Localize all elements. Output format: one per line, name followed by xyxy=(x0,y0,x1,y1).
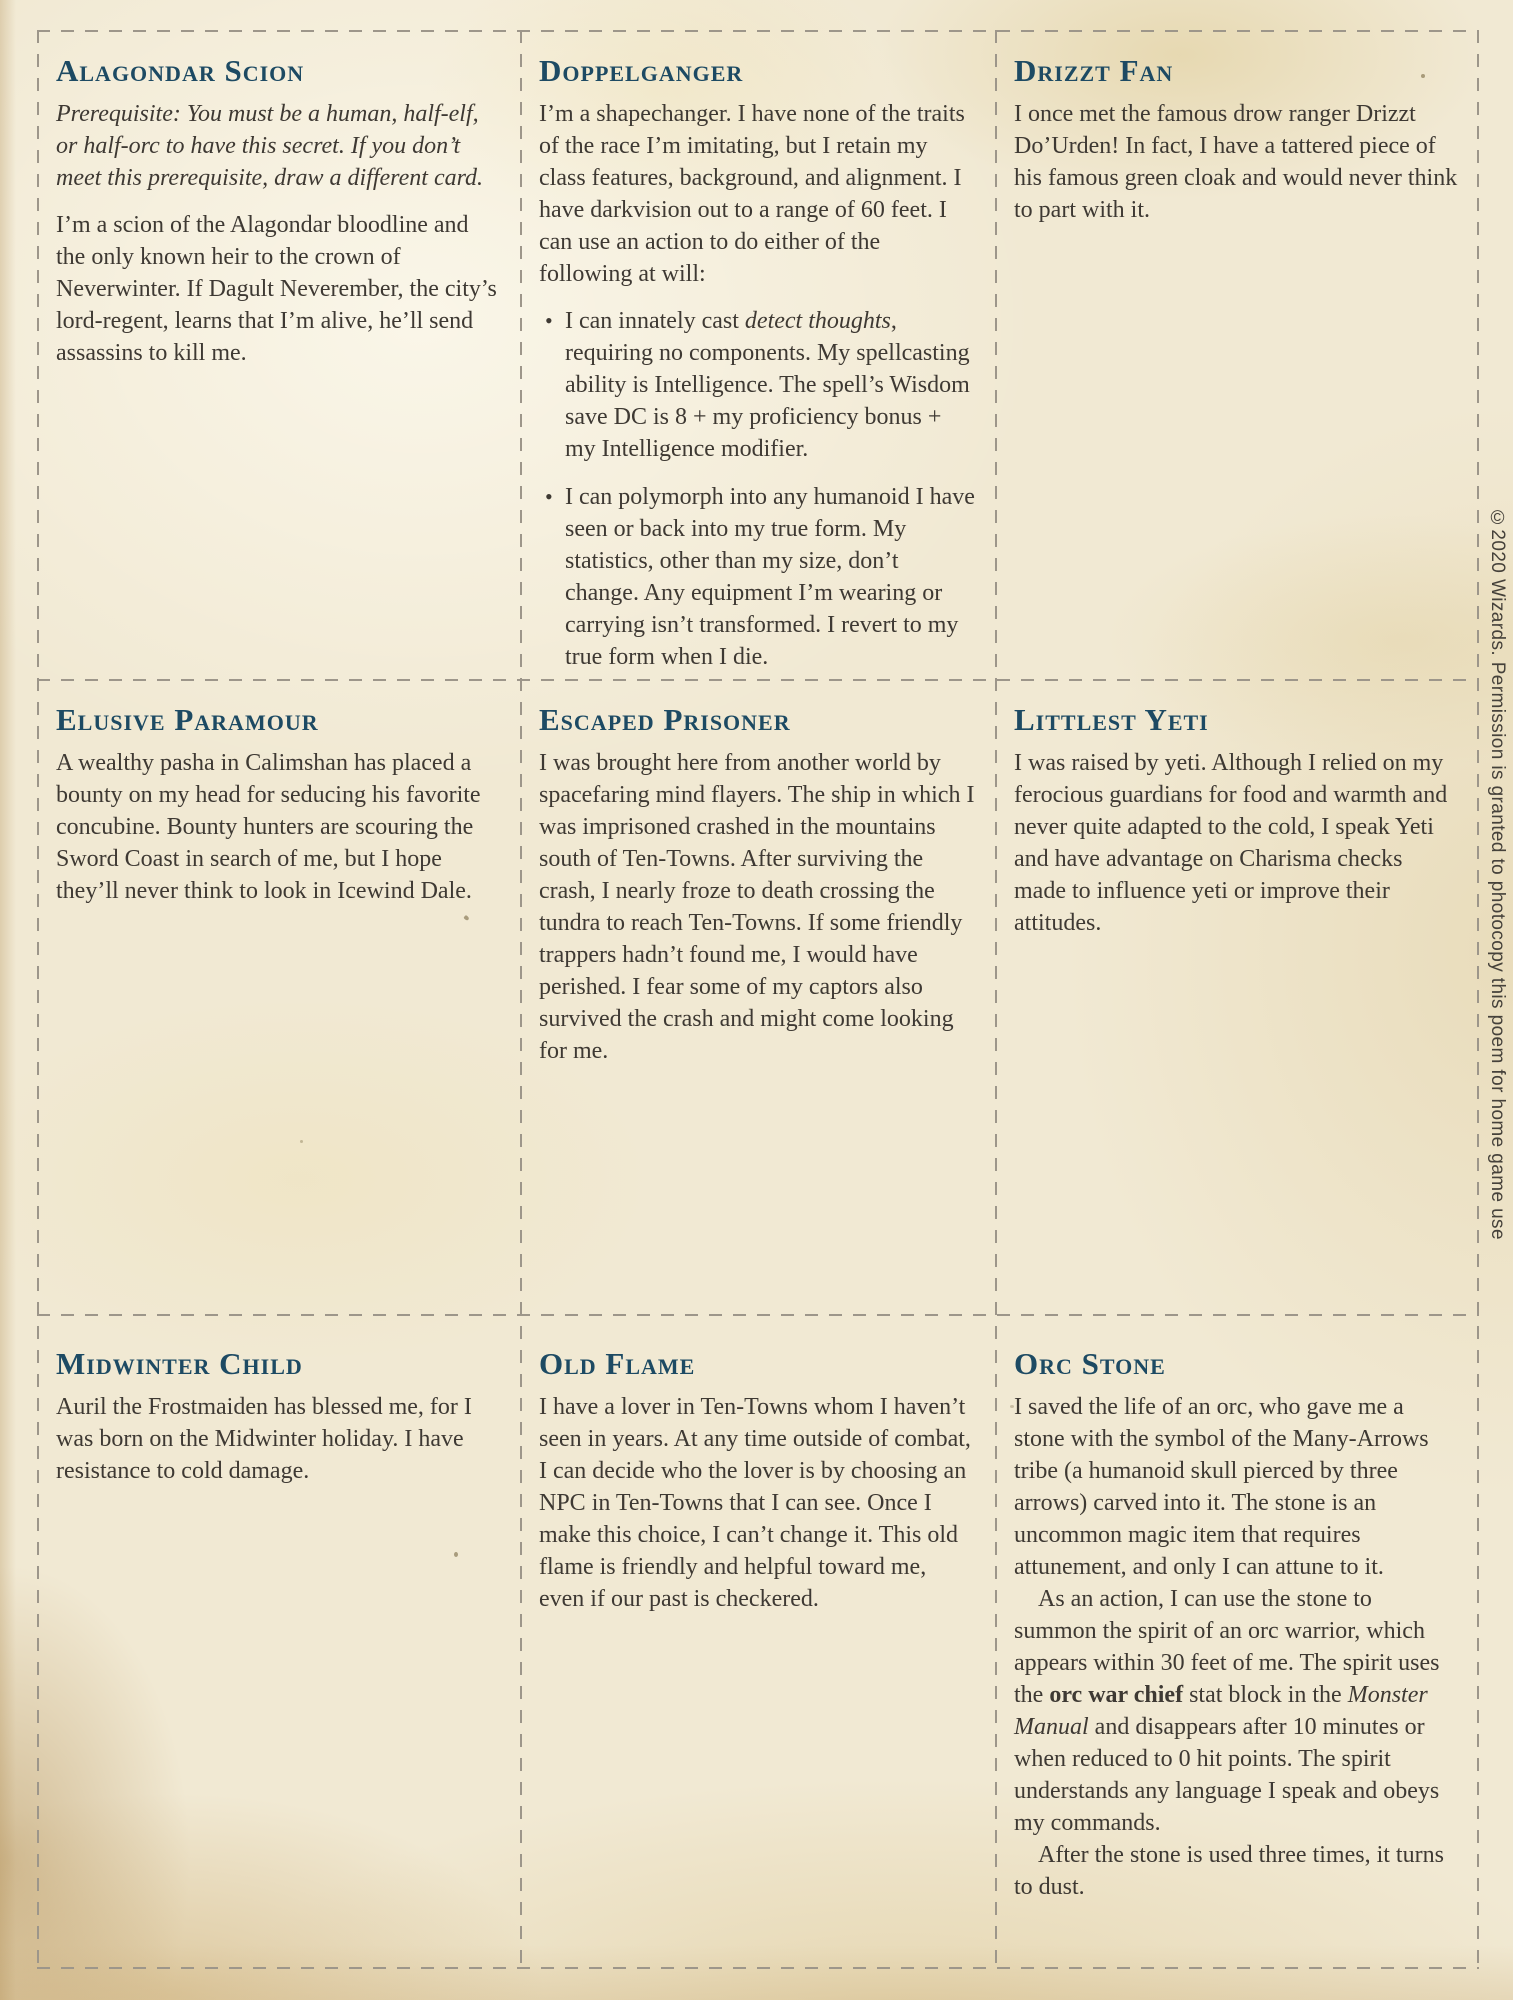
text-segment: stat block in the xyxy=(1183,1682,1348,1708)
card-title: Littlest Yeti xyxy=(1014,702,1209,737)
card-midwinter-child xyxy=(37,1314,520,1967)
text-segment: As an action, I can use the stone to summon the spirit of an orc warrior, which appears within 30 feet of me. The spirit uses the xyxy=(1014,1586,1440,1708)
paragraph: I saved the life of an orc, who gave me a stone with the symbol of the Many-Arrows tribe (a humanoid skull pierced by three arrows) carved into it. The stone is an uncommon magic item that requires attunement, and only I can attune to it. xyxy=(1014,1394,1429,1580)
card-title: Old Flame xyxy=(539,1346,696,1381)
spell-name-italic: detect thoughts xyxy=(744,308,891,334)
card-title: Elusive Paramour xyxy=(56,702,319,737)
copyright-notice: ©2020 Wizards. Permission is granted to photocopy this poem for home game use xyxy=(1487,508,1508,1240)
card-title: Drizzt Fan xyxy=(1014,53,1174,88)
bullet-item xyxy=(541,481,975,673)
text-segment: I can polymorph into any humanoid I have seen or back into my true form. My statistics, other than my size, don’t change. Any equipment I’m wearing or carrying isn’t transformed. I revert to my true form when I die. xyxy=(565,484,975,670)
card-body-text: I’m a shapechanger. I have none of the traits of the race I’m imitating, but I retain my class features, background, and alignment. I have darkvision out to a range of 60 feet. I can use an action to do either of the following at will: xyxy=(539,101,965,287)
bullet-item xyxy=(541,305,975,465)
card-doppelganger xyxy=(520,30,995,679)
card-body-text: I was raised by yeti. Although I relied on my ferocious guardians for food and warmth and never quite adapted to the cold, I speak Yeti and have advantage on Charisma checks made to influence yeti or improve their attitudes. xyxy=(1014,750,1448,936)
card-orc-stone xyxy=(995,1314,1478,1967)
card-body-text: I once met the famous drow ranger Drizzt Do’Urden! In fact, I have a tattered piece of his famous green cloak and would never think to part with it. xyxy=(1014,101,1458,223)
prerequisite-text: Prerequisite: You must be a human, half-elf, or half-orc to have this secret. If you don’t meet this prerequisite, draw a different card. xyxy=(56,101,484,191)
card-drizzt-fan xyxy=(995,30,1478,679)
cut-line-horizontal-bottom xyxy=(37,1967,1479,1969)
card-body-text: I’m a scion of the Alagondar bloodline and the only known heir to the crown of Neverwinter. If Dagult Neverember, the city’s lord-regent, learns that I’m alive, he’ll send assassins to kill me. xyxy=(56,212,497,366)
book-title-italic: Monster Manual xyxy=(1014,1682,1428,1740)
text-segment: and disappears after 10 minutes or when reduced to 0 hit points. The spirit understands any language I speak and obeys my commands. xyxy=(1014,1714,1440,1836)
card-body-text: A wealthy pasha in Calimshan has placed a bounty on my head for seducing his favorite concubine. Bounty hunters are scouring the Sword Coast in search of me, but I hope they’ll never think to look in Icewind Dale. xyxy=(56,750,481,904)
card-body-text: I have a lover in Ten-Towns whom I haven’t seen in years. At any time outside of combat, I can decide who the lover is by choosing an NPC in Ten-Towns that I can see. Once I make this choice, I can’t change it. This old flame is friendly and helpful toward me, even if our past is checkered. xyxy=(539,1394,971,1612)
card-title: Escaped Prisoner xyxy=(539,702,791,737)
card-elusive-paramour xyxy=(37,679,520,1314)
card-alagondar-scion xyxy=(37,30,520,679)
bullet-list xyxy=(541,305,975,673)
paragraph xyxy=(1014,1583,1458,1839)
card-body-text xyxy=(1014,1391,1458,1903)
text-segment: I can innately cast xyxy=(565,308,745,334)
card-title: Orc Stone xyxy=(1014,1346,1166,1381)
card-body-text: Auril the Frostmaiden has blessed me, for I was born on the Midwinter holiday. I have resistance to cold damage. xyxy=(56,1394,472,1484)
paragraph: After the stone is used three times, it turns to dust. xyxy=(1014,1842,1444,1900)
card-escaped-prisoner xyxy=(520,679,995,1314)
stat-block-name-bold: orc war chief xyxy=(1049,1682,1184,1708)
card-littlest-yeti xyxy=(995,679,1478,1314)
card-body-text: I was brought here from another world by spacefaring mind flayers. The ship in which I was imprisoned crashed in the mountains south of Ten-Towns. After surviving the crash, I nearly froze to death crossing the tundra to reach Ten-Towns. If some friendly trappers hadn’t found me, I would have perished. I fear some of my captors also survived the crash and might come looking for me. xyxy=(539,750,975,1064)
card-title: Alagondar Scion xyxy=(56,53,305,88)
text-segment: , requiring no components. My spellcasting ability is Intelligence. The spell’s Wisdom save DC is 8 + my proficiency bonus + my Intelligence modifier. xyxy=(565,308,970,462)
card-title: Doppelganger xyxy=(539,53,744,88)
card-title: Midwinter Child xyxy=(56,1346,303,1381)
card-old-flame xyxy=(520,1314,995,1967)
